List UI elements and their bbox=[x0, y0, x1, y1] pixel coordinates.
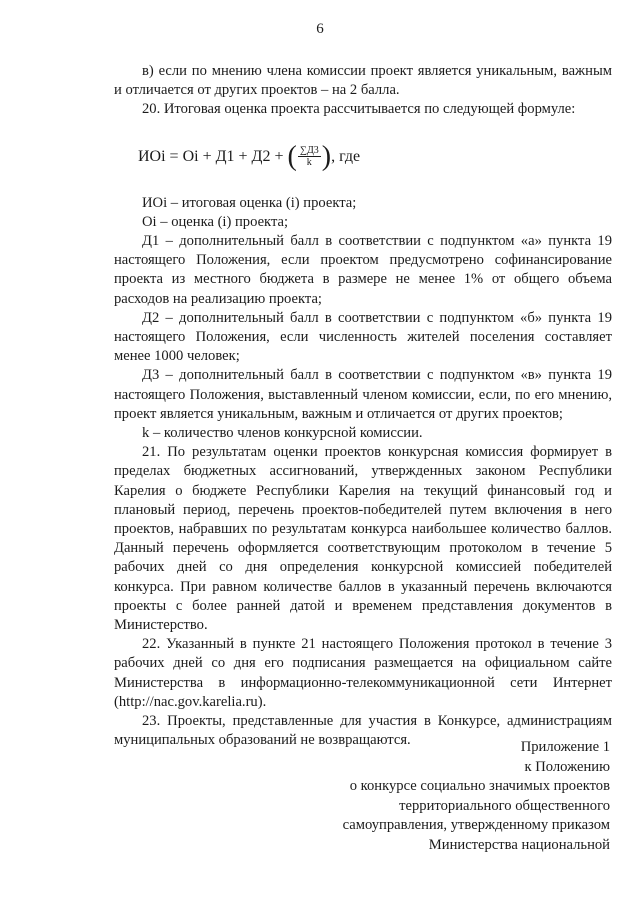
document-body bbox=[114, 62, 612, 751]
definition-d2: Д2 – дополнительный балл в соответствии с подпунктом «б» пункта 19 настоящего Положения, если численность жителей поселения составляет менее 1000 человек; bbox=[114, 309, 612, 365]
paragraph-22: 22. Указанный в пункте 21 настоящего Положения протокол в течение 3 рабочих дней со дня его подписания размещается на официальном сайте Министерства в информационно-телекоммуникационной сети Интернет (http://nac.gov.karelia.ru). bbox=[114, 636, 612, 710]
appendix-line: самоуправления, утвержденному приказом bbox=[342, 817, 610, 834]
paragraph-21: 21. По результатам оценки проектов конкурсная комиссия формирует в пределах бюджетных ассигнований, утвержденных законом Республики Карелия о бюджете Республики Карелия на текущий финансовый год и плановый период, перечень проектов-победителей путем включения в него проектов, набравших по результатам конкурса наибольшее количество баллов. Данный перечень оформляется соответствующим протоколом в течение 5 рабочих дней со дня определения конкурсной комиссией победителей конкурса. При равном количестве баллов в указанный перечень включаются проекты с более ранней датой и временем представления документов в Министерство. bbox=[114, 444, 612, 634]
definition-io: ИОi – итоговая оценка (i) проекта; bbox=[142, 194, 357, 211]
definition-d3: Д3 – дополнительный балл в соответствии с подпунктом «в» пункта 19 настоящего Положения, выставленный членом комиссии, если, по его мнению, проект является уникальным, важным и отличается от других проектов; bbox=[114, 367, 612, 422]
definition-o: Оi – оценка (i) проекта; bbox=[142, 213, 289, 230]
definition-k: k – количество членов конкурсной комиссии. bbox=[142, 425, 423, 442]
formula-denominator: k bbox=[306, 157, 312, 169]
page-number: 6 bbox=[316, 21, 324, 37]
formula-fraction bbox=[298, 145, 321, 168]
paragraph-subitem-v: в) если по мнению члена комиссии проект является уникальным, важным и отличается от других проектов – на 2 балла. bbox=[114, 63, 612, 99]
appendix-line: к Положению bbox=[524, 758, 610, 775]
formula bbox=[138, 140, 612, 174]
appendix-line: Министерства национальной bbox=[428, 836, 610, 853]
appendix-line: Приложение 1 bbox=[520, 739, 610, 755]
formula-left: ИОi = Оi + Д1 + Д2 + bbox=[138, 148, 288, 165]
formula-numerator: ∑Д3 bbox=[299, 145, 319, 157]
paragraph-23: 23. Проекты, представленные для участия в Конкурсе, администрациям муниципальных образований не возвращаются. bbox=[114, 713, 612, 749]
appendix-line: территориального общественного bbox=[399, 797, 610, 814]
definition-d1: Д1 – дополнительный балл в соответствии с подпунктом «а» пункта 19 настоящего Положения, если проектом предусмотрено софинансирование проекта из местного бюджета в размере не менее 1% от общего объема расходов на реализацию проекта; bbox=[114, 233, 612, 307]
paragraph-20: 20. Итоговая оценка проекта рассчитывается по следующей формуле: bbox=[142, 101, 576, 118]
formula-right: , где bbox=[331, 148, 361, 165]
formula-paren-close: ) bbox=[321, 140, 332, 172]
appendix-heading bbox=[270, 738, 610, 856]
formula-paren-open: ( bbox=[287, 140, 297, 172]
appendix-line: о конкурсе социально значимых проектов bbox=[349, 778, 610, 795]
